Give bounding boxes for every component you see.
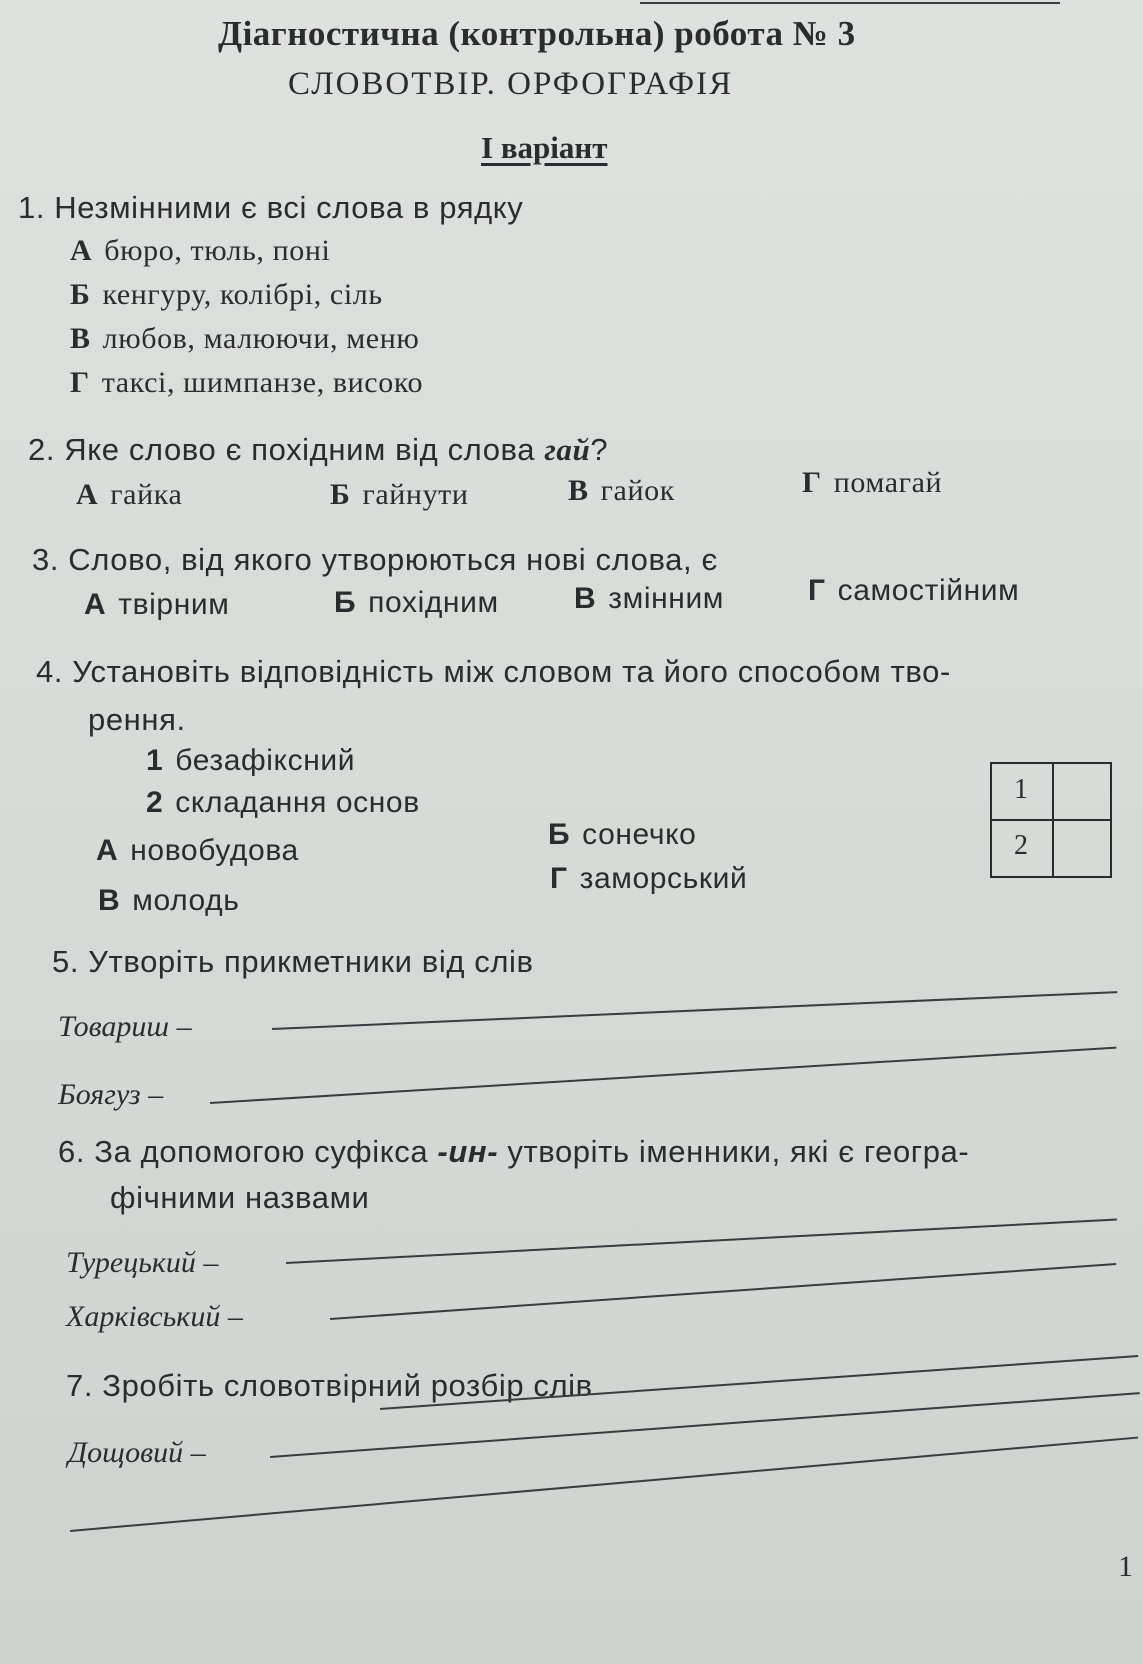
answer-cell-1[interactable] (1054, 764, 1112, 819)
q3-option-a[interactable]: А твірним (84, 588, 230, 621)
q1-option-a[interactable]: А бюро, тюль, поні (70, 234, 331, 267)
q6-word-2: Харківський – (66, 1300, 243, 1333)
q1-option-g[interactable]: Г таксі, шимпанзе, високо (70, 366, 424, 399)
page-number: 1 (1118, 1550, 1133, 1583)
q2-option-g[interactable]: Г помагай (802, 466, 943, 499)
q5-word-1: Товариш – (58, 1010, 192, 1043)
answer-grid-row-1-label: 1 (1014, 774, 1028, 805)
q6-answer-line-1[interactable] (286, 1218, 1117, 1263)
question-4-text: 4. Установіть відповідність між словом та його способом тво- (36, 654, 951, 689)
q4-option-g: Г заморський (550, 862, 748, 895)
q5-word-2: Боягуз – (58, 1078, 164, 1111)
q4-option-v: В молодь (98, 884, 240, 917)
q4-option-a: А новобудова (96, 834, 299, 867)
q6-word-1: Турецький – (66, 1246, 219, 1279)
question-6-text-cont: фічними назвами (110, 1180, 370, 1215)
q1-option-v[interactable]: В любов, малюючи, меню (70, 322, 420, 355)
page-title: Діагностична (контрольна) робота № 3 (218, 14, 856, 53)
q2-option-v[interactable]: В гайок (568, 474, 675, 507)
q6-answer-line-2[interactable] (330, 1263, 1116, 1320)
question-6-text: 6. За допомогою суфікса -ин- утворіть іменники, які є геогра- (58, 1134, 970, 1169)
question-1-text: 1. Незмінними є всі слова в рядку (18, 190, 524, 225)
q4-option-b: Б сонечко (548, 818, 697, 851)
question-5-text: 5. Утворіть прикметники від слів (52, 944, 534, 979)
page-subtitle: СЛОВОТВІР. ОРФОГРАФІЯ (288, 66, 734, 102)
q2-option-b[interactable]: Б гайнути (330, 478, 469, 511)
q3-option-g[interactable]: Г самостійним (808, 574, 1020, 607)
question-3-text: 3. Слово, від якого утворюються нові слова, є (32, 542, 718, 577)
q4-item-1: 1 безафіксний (146, 744, 356, 777)
q1-option-b[interactable]: Б кенгуру, колібрі, сіль (70, 278, 383, 311)
q7-word-1: Дощовий – (68, 1436, 206, 1469)
answer-grid (990, 762, 1112, 878)
top-rule (640, 2, 1060, 4)
q3-option-b[interactable]: Б похідним (334, 586, 499, 619)
q5-answer-line-1[interactable] (272, 991, 1117, 1029)
question-2-text: 2. Яке слово є похідним від слова гай? (28, 432, 609, 467)
q2-option-a[interactable]: А гайка (76, 478, 183, 511)
q4-item-2: 2 складання основ (146, 786, 420, 819)
answer-cell-2[interactable] (1054, 821, 1112, 878)
q7-answer-line-2[interactable] (70, 1437, 1138, 1532)
q5-answer-line-2[interactable] (210, 1047, 1116, 1104)
q3-option-v[interactable]: В змінним (574, 582, 725, 615)
question-7-text: 7. Зробіть словотвірний розбір слів (66, 1368, 593, 1403)
question-4-text-cont: рення. (88, 702, 186, 737)
answer-grid-row-2-label: 2 (1014, 830, 1028, 861)
variant-label: I варіант (481, 130, 608, 165)
